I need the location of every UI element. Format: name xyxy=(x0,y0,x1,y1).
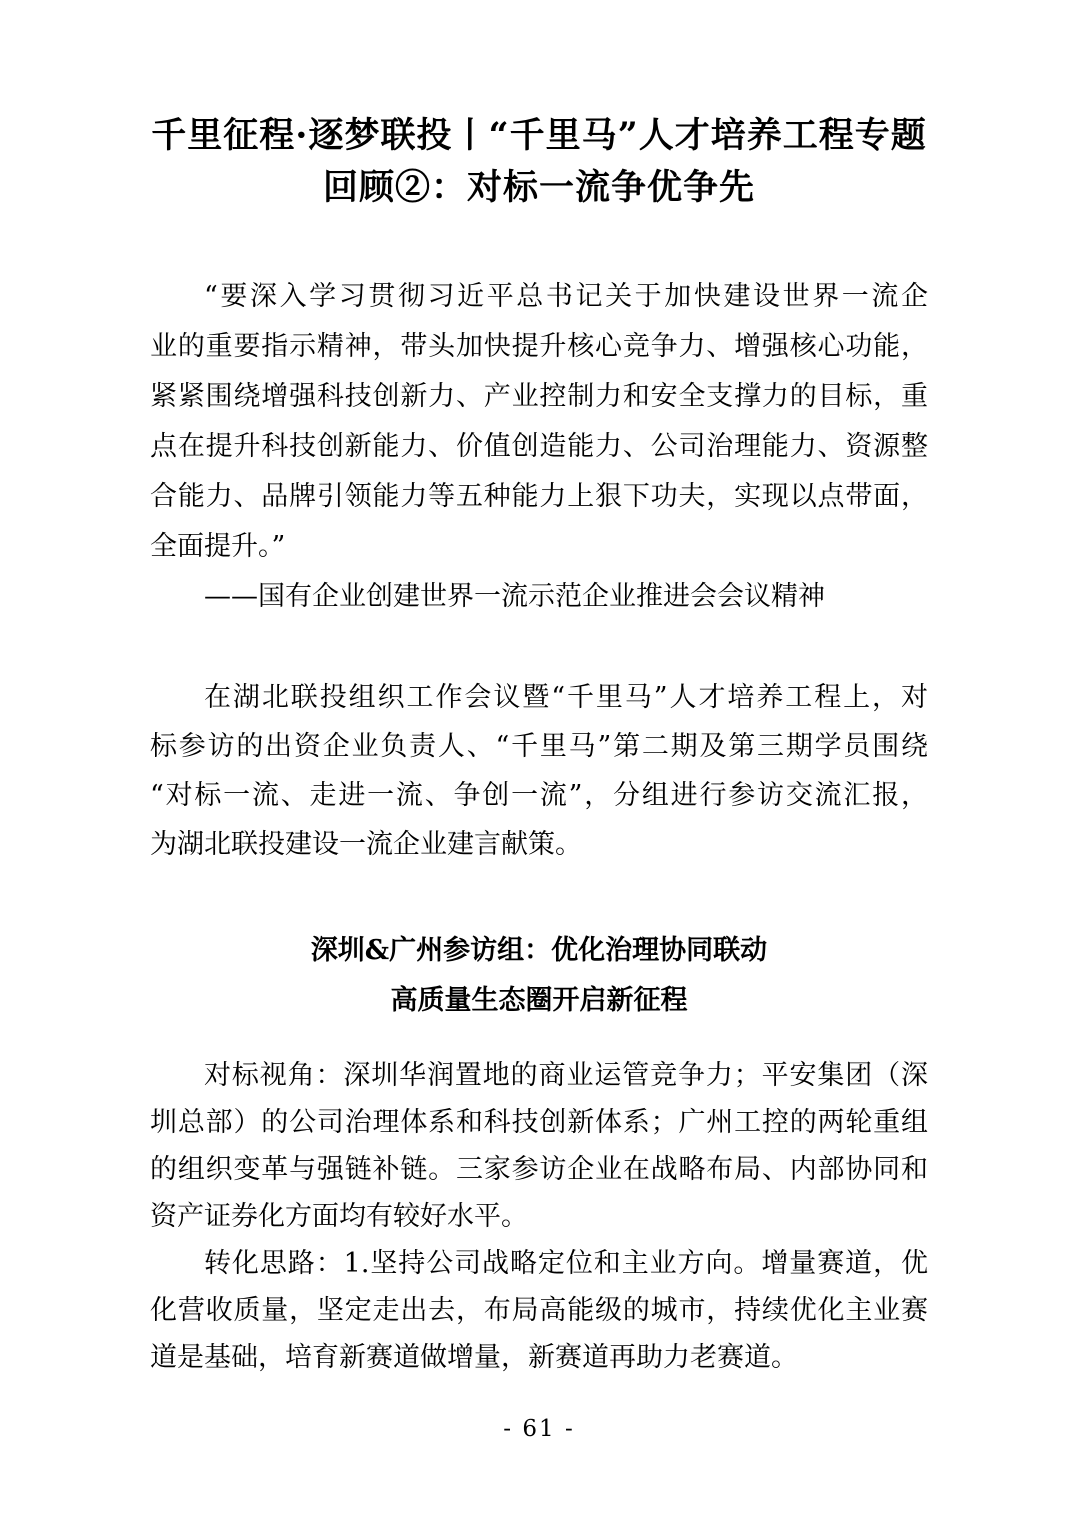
section-heading xyxy=(150,926,928,1026)
text-line: 圳总部）的公司治理体系和科技创新体系；广州工控的两轮重组 xyxy=(150,1107,928,1138)
text-line: 合能力、品牌引领能力等五种能力上狠下功夫，实现以点带面， xyxy=(150,481,928,512)
text-line: 道是基础，培育新赛道做增量，新赛道再助力老赛道。 xyxy=(150,1342,798,1373)
section-heading-line-2: 高质量生态圈开启新征程 xyxy=(390,985,688,1016)
document-title xyxy=(150,0,928,214)
text-line: 点在提升科技创新能力、价值创造能力、公司治理能力、资源整 xyxy=(150,431,928,462)
transformation-paragraph xyxy=(150,1240,928,1381)
intro-paragraph xyxy=(150,673,928,869)
document-content xyxy=(150,0,928,1445)
page-number: - 61 - xyxy=(503,1416,575,1442)
quote-attribution: ——国有企业创建世界一流示范企业推进会会议精神 xyxy=(204,581,825,612)
text-line: 在湖北联投组织工作会议暨“千里马”人才培养工程上，对 xyxy=(204,682,928,713)
text-line: “对标一流、走进一流、争创一流”，分组进行参访交流汇报， xyxy=(150,780,928,811)
text-line: 转化思路：1.坚持公司战略定位和主业方向。增量赛道，优 xyxy=(204,1248,928,1279)
quote-paragraph xyxy=(150,272,928,622)
text-line: 紧紧围绕增强科技创新力、产业控制力和安全支撑力的目标，重 xyxy=(150,381,928,412)
title-line-1: 千里征程·逐梦联投丨“千里马”人才培养工程专题 xyxy=(151,115,927,156)
text-line: 资产证券化方面均有较好水平。 xyxy=(150,1201,528,1232)
text-line: 业的重要指示精神，带头加快提升核心竞争力、增强核心功能， xyxy=(150,331,928,362)
text-line: 对标视角：深圳华润置地的商业运管竞争力；平安集团（深 xyxy=(204,1060,928,1091)
text-line: 为湖北联投建设一流企业建言献策。 xyxy=(150,829,582,860)
text-line: 全面提升。” xyxy=(150,531,286,562)
benchmark-paragraph xyxy=(150,1052,928,1240)
text-line: 标参访的出资企业负责人、“千里马”第二期及第三期学员围绕 xyxy=(150,731,928,762)
section-heading-line-1: 深圳&广州参访组：优化治理协同联动 xyxy=(310,935,768,966)
text-line: “要深入学习贯彻习近平总书记关于加快建设世界一流企 xyxy=(204,281,928,312)
text-line: 的组织变革与强链补链。三家参访企业在战略布局、内部协同和 xyxy=(150,1154,928,1185)
title-line-2: 回顾②：对标一流争优争先 xyxy=(322,167,755,208)
text-line: 化营收质量，坚定走出去，布局高能级的城市，持续优化主业赛 xyxy=(150,1295,928,1326)
